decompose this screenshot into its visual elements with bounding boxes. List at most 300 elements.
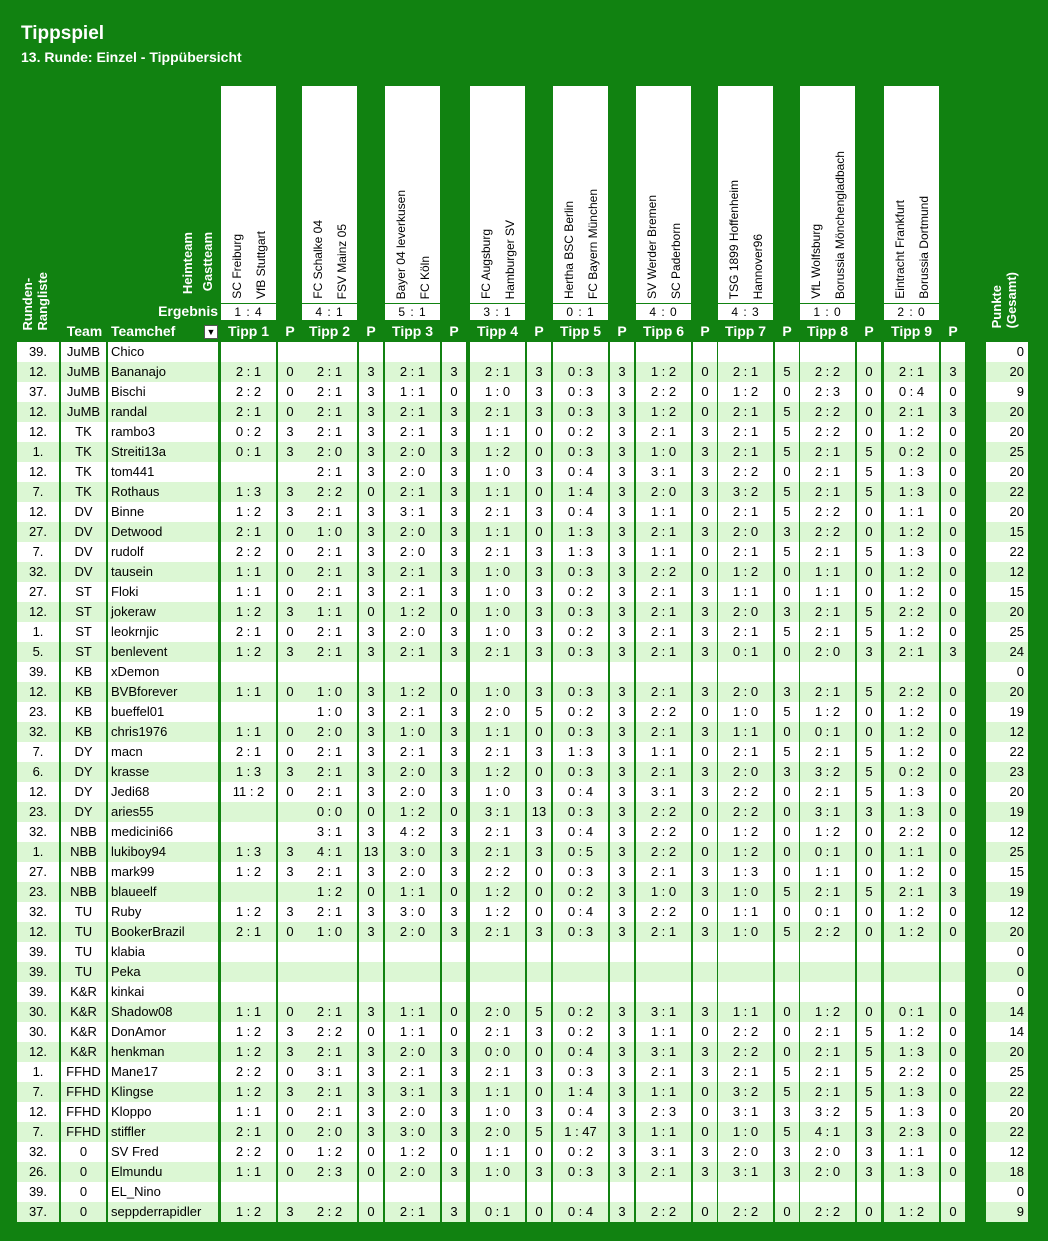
runden-rangliste-label: Runden- Rangliste [20, 272, 50, 331]
tipp-cell: 1 : 1 [221, 582, 276, 602]
total-points-cell: 19 [986, 882, 1028, 902]
teamchef-cell: blaueelf [108, 882, 218, 902]
points-cell: 0 [359, 882, 383, 902]
tipp-cell: 1 : 0 [302, 922, 357, 942]
tipp-cell [221, 802, 276, 822]
points-cell: 3 [359, 422, 383, 442]
points-cell: 0 [941, 762, 965, 782]
points-cell [278, 1182, 302, 1202]
points-cell [527, 942, 551, 962]
total-points-cell: 12 [986, 822, 1028, 842]
teamchef-cell: Bischi [108, 382, 218, 402]
rank-cell: 12. [17, 462, 59, 482]
points-cell: 0 [278, 1062, 302, 1082]
points-cell: 3 [359, 382, 383, 402]
tipp-cell: 1 : 1 [636, 1082, 691, 1102]
tipp-cell: 2 : 0 [302, 1122, 357, 1142]
tipp-cell: 1 : 2 [385, 682, 440, 702]
points-cell: 3 [610, 702, 634, 722]
tipp-header-6: Tipp 6 [643, 323, 684, 339]
points-cell [442, 982, 466, 1002]
points-cell: 0 [278, 922, 302, 942]
rank-cell: 12. [17, 1042, 59, 1062]
tipp-cell [800, 662, 855, 682]
dropdown-filter-icon[interactable]: ▼ [204, 325, 218, 339]
points-cell [610, 1182, 634, 1202]
points-cell: 3 [278, 1022, 302, 1042]
match-result-9: 2 : 0 [884, 304, 939, 320]
teamchef-cell: seppderrapidler [108, 1202, 218, 1222]
points-cell: 5 [857, 762, 881, 782]
points-cell [941, 942, 965, 962]
teamchef-cell: bueffel01 [108, 702, 218, 722]
tipp-cell: 1 : 3 [884, 542, 939, 562]
teamchef-cell: BookerBrazil [108, 922, 218, 942]
tipp-cell: 2 : 1 [385, 362, 440, 382]
points-cell: 3 [527, 382, 551, 402]
table-row [17, 1142, 1029, 1162]
points-cell: 3 [610, 722, 634, 742]
tipp-cell: 2 : 1 [636, 722, 691, 742]
points-cell: 0 [527, 1202, 551, 1222]
tipp-cell [302, 662, 357, 682]
tipp-cell [385, 982, 440, 1002]
tipp-cell: 2 : 1 [636, 922, 691, 942]
team-cell: TK [61, 422, 106, 442]
tipp-cell: 2 : 1 [470, 502, 525, 522]
tipp-cell: 2 : 0 [385, 862, 440, 882]
rank-cell: 7. [17, 1082, 59, 1102]
total-points-cell: 20 [986, 462, 1028, 482]
table-row [17, 722, 1029, 742]
tipp-cell: 2 : 1 [470, 642, 525, 662]
tipp-cell: 2 : 1 [470, 842, 525, 862]
tipp-cell: 0 : 3 [553, 362, 608, 382]
points-cell: 3 [359, 642, 383, 662]
tipp-cell: 0 : 0 [302, 802, 357, 822]
tipp-cell: 2 : 0 [470, 1122, 525, 1142]
tipp-cell [553, 982, 608, 1002]
team-cell: FFHD [61, 1102, 106, 1122]
tipp-cell: 2 : 1 [718, 502, 773, 522]
points-cell: 3 [527, 782, 551, 802]
tipp-cell: 1 : 2 [302, 882, 357, 902]
tipp-cell: 2 : 1 [302, 762, 357, 782]
rank-cell: 30. [17, 1002, 59, 1022]
points-cell [857, 662, 881, 682]
points-cell [442, 942, 466, 962]
rank-cell: 39. [17, 962, 59, 982]
points-cell: 5 [775, 482, 799, 502]
teamchef-header: Teamchef [111, 323, 176, 339]
points-cell: 0 [775, 722, 799, 742]
points-cell: 3 [693, 722, 717, 742]
points-cell: 3 [775, 682, 799, 702]
tipp-cell: 3 : 2 [718, 1082, 773, 1102]
points-cell: 0 [693, 1022, 717, 1042]
tipp-cell: 2 : 0 [636, 482, 691, 502]
tipp-cell: 0 : 4 [553, 1102, 608, 1122]
tipp-cell: 2 : 0 [385, 762, 440, 782]
points-cell: 0 [775, 1022, 799, 1042]
team-cell: DV [61, 562, 106, 582]
tipp-cell: 2 : 1 [302, 902, 357, 922]
points-cell [693, 342, 717, 362]
points-cell: 0 [442, 882, 466, 902]
points-cell: 3 [527, 682, 551, 702]
tipp-cell [553, 962, 608, 982]
points-cell: 5 [775, 502, 799, 522]
tipp-header-2: Tipp 2 [309, 323, 350, 339]
points-cell: 3 [693, 1042, 717, 1062]
points-cell: 3 [442, 1062, 466, 1082]
points-cell: 0 [857, 902, 881, 922]
tipp-cell: 0 : 3 [553, 402, 608, 422]
table-row [17, 1202, 1029, 1222]
points-cell: 0 [693, 542, 717, 562]
points-cell: 3 [442, 722, 466, 742]
tipp-cell: 2 : 2 [221, 1062, 276, 1082]
points-cell: 3 [857, 1122, 881, 1142]
points-cell: 0 [941, 562, 965, 582]
points-cell: 0 [527, 862, 551, 882]
tipp-cell: 1 : 0 [718, 702, 773, 722]
points-cell [359, 342, 383, 362]
tipp-cell: 2 : 0 [385, 522, 440, 542]
table-row [17, 902, 1029, 922]
tipp-header-9: Tipp 9 [891, 323, 932, 339]
points-cell: 0 [941, 502, 965, 522]
home-team-label: FC Augsburg [479, 228, 493, 299]
tipp-cell: 2 : 1 [470, 362, 525, 382]
points-cell: 0 [941, 1122, 965, 1142]
tipp-cell: 1 : 1 [800, 562, 855, 582]
points-cell [610, 342, 634, 362]
tipp-cell: 2 : 1 [800, 1022, 855, 1042]
tipp-cell: 2 : 2 [302, 1202, 357, 1222]
table-row [17, 822, 1029, 842]
points-cell [442, 962, 466, 982]
tipp-cell: 2 : 1 [302, 622, 357, 642]
points-cell: 3 [527, 1102, 551, 1122]
tipp-cell: 1 : 2 [884, 522, 939, 542]
points-cell: 3 [442, 522, 466, 542]
points-cell [775, 982, 799, 1002]
points-cell: 3 [693, 422, 717, 442]
tipp-cell: 1 : 2 [470, 902, 525, 922]
teamchef-cell: DonAmor [108, 1022, 218, 1042]
points-cell: 0 [941, 902, 965, 922]
tipp-cell: 1 : 3 [221, 482, 276, 502]
points-cell: 0 [527, 902, 551, 922]
points-cell: 0 [941, 622, 965, 642]
tipp-cell: 2 : 3 [800, 382, 855, 402]
tipp-cell: 2 : 1 [470, 742, 525, 762]
teamchef-cell: krasse [108, 762, 218, 782]
points-cell: 5 [775, 1082, 799, 1102]
points-cell: 3 [610, 1202, 634, 1222]
rank-cell: 5. [17, 642, 59, 662]
points-cell: 3 [941, 882, 965, 902]
away-team-label: FC Bayern München [586, 188, 600, 299]
table-row [17, 1102, 1029, 1122]
table-row [17, 542, 1029, 562]
points-cell: 3 [610, 762, 634, 782]
tipp-cell: 1 : 1 [470, 482, 525, 502]
points-header-7: P [782, 323, 792, 339]
points-cell: 3 [442, 622, 466, 642]
points-cell: 0 [693, 382, 717, 402]
tipp-cell: 2 : 1 [636, 582, 691, 602]
tipp-cell: 1 : 1 [718, 902, 773, 922]
tipp-cell [221, 1182, 276, 1202]
tipp-cell: 1 : 1 [385, 882, 440, 902]
tipp-cell: 0 : 1 [800, 722, 855, 742]
points-cell: 0 [359, 1162, 383, 1182]
tipp-cell [470, 662, 525, 682]
points-cell: 3 [610, 822, 634, 842]
points-cell: 3 [527, 362, 551, 382]
match-result-6: 4 : 0 [636, 304, 691, 320]
points-cell: 0 [941, 1082, 965, 1102]
tipp-cell: 1 : 3 [884, 1162, 939, 1182]
points-cell: 3 [442, 402, 466, 422]
tipp-cell: 3 : 1 [385, 502, 440, 522]
match-result-3: 5 : 1 [385, 304, 440, 320]
tipp-cell: 0 : 3 [553, 1062, 608, 1082]
points-cell: 3 [775, 1142, 799, 1162]
team-cell: DV [61, 522, 106, 542]
points-cell: 0 [359, 482, 383, 502]
points-cell: 0 [857, 1002, 881, 1022]
tipp-cell: 1 : 1 [636, 742, 691, 762]
rank-cell: 27. [17, 522, 59, 542]
tipp-cell: 3 : 0 [385, 842, 440, 862]
points-cell: 3 [278, 902, 302, 922]
points-cell [941, 962, 965, 982]
points-cell [693, 662, 717, 682]
teamchef-cell: rambo3 [108, 422, 218, 442]
points-cell [527, 962, 551, 982]
points-cell: 3 [527, 842, 551, 862]
tipp-cell [302, 342, 357, 362]
total-points-cell: 14 [986, 1002, 1028, 1022]
match-result-2: 4 : 1 [302, 304, 357, 320]
points-cell: 0 [775, 842, 799, 862]
team-cell: JuMB [61, 402, 106, 422]
tipp-cell: 1 : 4 [553, 482, 608, 502]
total-points-cell: 15 [986, 862, 1028, 882]
tipp-cell [718, 962, 773, 982]
points-cell: 0 [941, 1002, 965, 1022]
teamchef-cell: Elmundu [108, 1162, 218, 1182]
tipp-cell: 2 : 1 [385, 1202, 440, 1222]
total-points-cell: 22 [986, 742, 1028, 762]
points-cell: 3 [610, 1142, 634, 1162]
points-cell [610, 942, 634, 962]
tipp-cell: 2 : 2 [718, 782, 773, 802]
points-cell: 3 [693, 882, 717, 902]
tipp-cell: 2 : 1 [800, 1062, 855, 1082]
points-cell: 3 [527, 562, 551, 582]
tipp-cell: 2 : 2 [636, 382, 691, 402]
tipp-cell [470, 962, 525, 982]
points-cell: 5 [775, 362, 799, 382]
tipp-cell: 2 : 1 [884, 882, 939, 902]
tipp-cell: 0 : 3 [553, 642, 608, 662]
points-cell: 3 [359, 922, 383, 942]
tipp-cell: 2 : 1 [800, 622, 855, 642]
tipp-cell: 2 : 1 [800, 882, 855, 902]
tipp-cell: 1 : 1 [636, 1122, 691, 1142]
tipp-cell: 1 : 1 [221, 562, 276, 582]
tipp-cell: 2 : 1 [718, 742, 773, 762]
tipp-cell: 2 : 1 [385, 422, 440, 442]
tipp-cell: 2 : 0 [718, 602, 773, 622]
tipp-cell: 2 : 0 [385, 542, 440, 562]
points-cell: 0 [857, 502, 881, 522]
tipp-header-8: Tipp 8 [807, 323, 848, 339]
tipp-cell [470, 342, 525, 362]
team-cell: DV [61, 542, 106, 562]
tipp-cell: 0 : 5 [553, 842, 608, 862]
tipp-cell: 3 : 1 [385, 1082, 440, 1102]
tipp-cell: 1 : 47 [553, 1122, 608, 1142]
teamchef-cell: randal [108, 402, 218, 422]
total-points-cell: 9 [986, 382, 1028, 402]
tipp-cell: 2 : 2 [884, 822, 939, 842]
team-cell: JuMB [61, 382, 106, 402]
match-header-3 [385, 86, 440, 303]
points-cell: 0 [941, 1042, 965, 1062]
ergebnis-label: Ergebnis [158, 303, 218, 319]
points-cell: 3 [610, 622, 634, 642]
points-cell: 0 [857, 402, 881, 422]
teamchef-cell: Kloppo [108, 1102, 218, 1122]
points-cell: 3 [278, 502, 302, 522]
points-cell: 5 [775, 1062, 799, 1082]
points-cell: 3 [775, 602, 799, 622]
points-cell: 0 [527, 1042, 551, 1062]
rank-cell: 7. [17, 542, 59, 562]
total-points-cell: 18 [986, 1162, 1028, 1182]
tipp-cell: 2 : 1 [385, 402, 440, 422]
table-row [17, 402, 1029, 422]
table-row [17, 342, 1029, 362]
tipp-cell: 3 : 1 [636, 1142, 691, 1162]
points-cell: 0 [278, 742, 302, 762]
points-cell [527, 1182, 551, 1202]
points-cell: 0 [278, 542, 302, 562]
tipp-cell: 2 : 0 [718, 762, 773, 782]
points-cell [941, 1182, 965, 1202]
tipp-cell: 1 : 2 [636, 362, 691, 382]
tipp-cell: 2 : 0 [385, 782, 440, 802]
tipp-cell: 0 : 4 [553, 822, 608, 842]
points-cell: 3 [359, 1102, 383, 1122]
points-cell: 3 [359, 722, 383, 742]
points-cell: 3 [359, 1002, 383, 1022]
tipp-cell: 2 : 1 [800, 1082, 855, 1102]
tipp-header-7: Tipp 7 [725, 323, 766, 339]
points-cell: 0 [941, 682, 965, 702]
rank-cell: 12. [17, 362, 59, 382]
points-cell: 0 [941, 442, 965, 462]
teamchef-cell: macn [108, 742, 218, 762]
tipp-cell [718, 982, 773, 1002]
tipp-header-4: Tipp 4 [477, 323, 518, 339]
tipp-cell: 2 : 2 [800, 402, 855, 422]
tipp-cell: 2 : 0 [800, 1142, 855, 1162]
table-row [17, 582, 1029, 602]
points-cell: 3 [359, 462, 383, 482]
points-cell [693, 962, 717, 982]
total-points-cell: 20 [986, 422, 1028, 442]
points-cell: 3 [527, 1162, 551, 1182]
tipp-cell [636, 942, 691, 962]
team-cell: 0 [61, 1202, 106, 1222]
table-row [17, 482, 1029, 502]
points-cell: 3 [442, 842, 466, 862]
total-points-cell: 0 [986, 942, 1028, 962]
tipp-cell: 1 : 1 [221, 722, 276, 742]
tipp-cell [221, 882, 276, 902]
tipp-cell: 2 : 2 [221, 1142, 276, 1162]
tipp-header-5: Tipp 5 [560, 323, 601, 339]
points-cell: 0 [278, 722, 302, 742]
points-cell: 0 [775, 902, 799, 922]
tipp-cell [884, 982, 939, 1002]
tipp-cell: 2 : 1 [800, 782, 855, 802]
points-cell: 3 [278, 862, 302, 882]
table-row [17, 1082, 1029, 1102]
total-points-cell: 0 [986, 1182, 1028, 1202]
tipp-cell: 0 : 1 [800, 842, 855, 862]
points-header-9: P [948, 323, 958, 339]
total-points-cell: 0 [986, 962, 1028, 982]
points-cell: 5 [857, 782, 881, 802]
points-cell: 3 [610, 682, 634, 702]
away-team-label: Borussia Dortmund [917, 196, 931, 299]
points-cell: 3 [941, 642, 965, 662]
team-cell: NBB [61, 882, 106, 902]
punkte-gesamt-label: Punkte (Gesamt) [989, 272, 1019, 329]
points-cell [857, 942, 881, 962]
table-row [17, 782, 1029, 802]
points-cell: 3 [359, 862, 383, 882]
points-cell: 3 [278, 1202, 302, 1222]
tipp-cell: 1 : 3 [221, 762, 276, 782]
points-cell: 0 [941, 822, 965, 842]
tipp-cell: 1 : 2 [884, 742, 939, 762]
tipp-cell [470, 1182, 525, 1202]
tipp-cell: 1 : 2 [718, 842, 773, 862]
tipp-cell: 1 : 0 [636, 442, 691, 462]
points-cell: 0 [442, 382, 466, 402]
tipp-cell: 2 : 1 [718, 542, 773, 562]
team-cell: FFHD [61, 1122, 106, 1142]
tipp-cell: 2 : 1 [385, 642, 440, 662]
points-cell: 0 [527, 1082, 551, 1102]
tipp-cell: 1 : 1 [718, 1002, 773, 1022]
tipp-cell: 2 : 2 [884, 682, 939, 702]
tipp-cell: 0 : 4 [884, 382, 939, 402]
tipp-cell: 2 : 0 [385, 1042, 440, 1062]
points-header-3: P [449, 323, 459, 339]
tipp-cell: 2 : 2 [718, 1022, 773, 1042]
table-row [17, 842, 1029, 862]
points-cell: 0 [442, 1022, 466, 1042]
